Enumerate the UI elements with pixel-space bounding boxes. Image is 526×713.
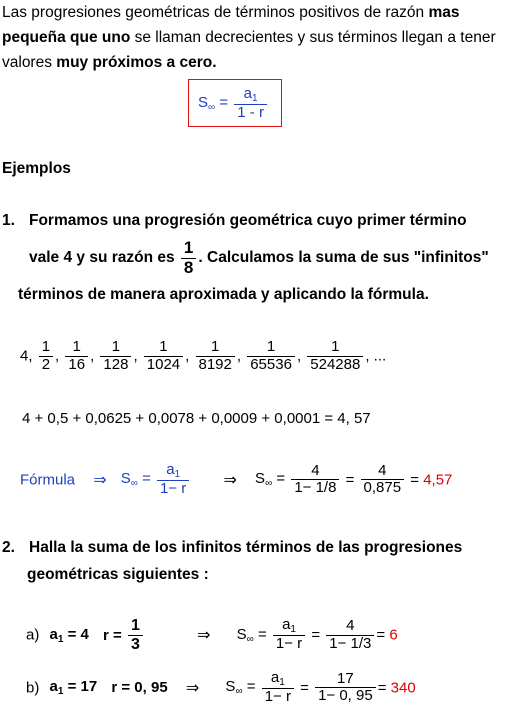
formula-result: 4,57: [423, 471, 453, 489]
ejemplos-heading: Ejemplos: [2, 160, 71, 177]
ex2-line2: geométricas siguientes :: [27, 566, 209, 583]
ex1-number: 1.: [2, 212, 15, 229]
intro-text-2: se llaman decrecientes y sus términos llegan a tener valores: [2, 29, 496, 71]
formula-label: Fórmula: [20, 471, 76, 489]
seq-term: $\frac{1}{128}$: [100, 339, 131, 373]
ex1-line1: Formamos una progresión geométrica cuyo primer término: [29, 212, 467, 229]
geometric-sequence: 4, $\frac{1}{2}$ , $\frac{1}{16}$ , $\frac{1}{128}$ , $\frac{1}{1024}$ , $\frac{1}{8192}$ , $\frac{1}{65536}$ , $\frac{1}{524288}$ , ...: [20, 338, 387, 373]
intro-paragraph: [2, 0, 522, 75]
implies-arrow: ⇒: [93, 471, 107, 489]
intro-bold-1: mas pequeña que uno: [2, 4, 460, 46]
intro-bold-2: muy próximos a cero.: [56, 54, 217, 71]
part-a-result: 6: [389, 626, 398, 644]
ex2-number: 2.: [2, 539, 15, 556]
seq-term: $\frac{1}{8192}$: [196, 339, 235, 373]
seq-term: $\frac{1}{1024}$: [144, 339, 183, 373]
seq-term: $\frac{1}{524288}$: [307, 339, 363, 373]
approx-sum-line: 4 + 0,5 + 0,0625 + 0,0078 + 0,0009 + 0,0001 = 4, 57: [22, 410, 371, 427]
part-b-result: 340: [390, 679, 416, 697]
ex2-line1: Halla la suma de los infinitos términos de las progresiones: [29, 539, 463, 556]
part-a-row: a) $a_1 = 4$ r = $\frac{1}{3}$ ⇒ $S_\infty$ = $\frac{a_1}{1- r}$ = $\frac{4}{1- 1/3}$ = 6: [26, 616, 398, 653]
sum-formula: $S_\infty$ = $\frac{a_1}{1 - r}$: [198, 86, 269, 122]
formula-row: Fórmula ⇒ $S_\infty$ = $\frac{a_1}{1- r}$ ⇒ $S_\infty$ = $\frac{4}{1- 1/8}$ = $\frac{4}{0,875}$ = 4,57: [20, 461, 453, 497]
seq-term: $\frac{1}{65536}$: [247, 339, 295, 373]
seq-term: $\frac{1}{16}$: [65, 339, 88, 373]
ex1-line3: términos de manera aproximada y aplicando la fórmula.: [18, 286, 429, 303]
part-b-row: b) $a_1 = 17$ r = 0, 95 ⇒ $S_\infty$ = $\frac{a_1}{1- r}$ = $\frac{17}{1- 0, 95}$ = 340: [26, 669, 416, 705]
implies-arrow-2: ⇒: [223, 471, 237, 489]
seq-term: $\frac{1}{2}$: [39, 339, 53, 373]
intro-text-1: Las progresiones geométricas de términos positivos de razón: [2, 4, 429, 21]
ex1-line2: vale 4 y su razón es $\frac{1}{8}$ . Calculamos la suma de sus "infinitos": [29, 238, 489, 277]
